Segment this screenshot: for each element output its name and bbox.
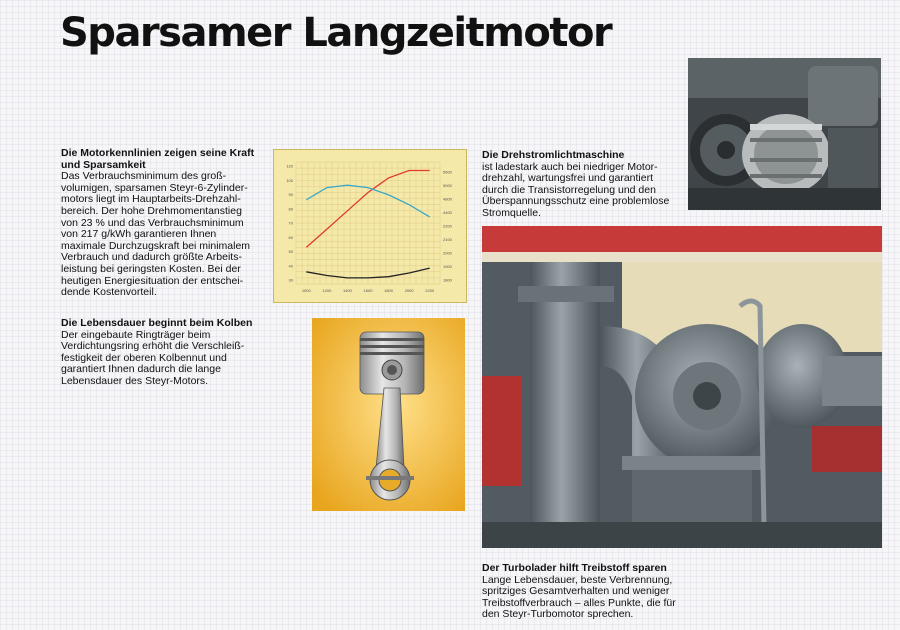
alternator-photo <box>688 58 881 210</box>
lebensdauer-section <box>61 318 271 388</box>
chart-x-tick: 1000 <box>301 288 311 293</box>
chart-y-left-tick: 50 <box>288 249 293 254</box>
chart-y-right-tick: 1900 <box>443 264 452 269</box>
engine-curve-chart <box>274 150 466 302</box>
chart-y-left-tick: 80 <box>288 206 293 212</box>
chart-y-left-tick: 120 <box>286 163 293 169</box>
chart-y-left-tick: 60 <box>288 234 293 240</box>
chart-y-right-tick: 4400 <box>443 210 452 215</box>
turbolader-body: Lange Lebensdauer, beste Verbrennung, spritziges Gesamtverhalten und weniger Treibstoffverbrauch – alles Punkte, die für den Steyr-Turbomotor sprechen. <box>482 573 676 621</box>
chart-y-left-tick: 70 <box>288 220 293 226</box>
chart-y-right-tick: 5600 <box>443 169 452 175</box>
chart-y-left-tick: 90 <box>288 192 293 197</box>
turbolader-section <box>482 563 712 621</box>
chart-y-right-tick: 4800 <box>443 196 452 202</box>
chart-y-left-tick: 30 <box>288 277 293 283</box>
engine-chart-panel <box>273 149 467 303</box>
drehstrom-heading: Die Drehstromlichtmaschine <box>482 149 625 161</box>
chart-x-tick: 1800 <box>384 288 394 293</box>
chart-y-right-tick: 5000 <box>443 183 452 188</box>
chart-y-right-tick: 2100 <box>443 237 452 242</box>
lebensdauer-heading: Die Lebensdauer beginnt beim Kolben <box>61 317 253 329</box>
motorkennlinien-section <box>61 148 261 299</box>
chart-y-right-tick: 1800 <box>443 277 452 283</box>
chart-x-tick: 1400 <box>342 288 352 293</box>
chart-y-right-tick: 2200 <box>443 223 452 229</box>
drehstrom-body: ist ladestark auch bei niedriger Motor- drehzahl, wartungsfrei und garantiert durch die Transistorregelung und den Überspannungsschutz eine problemlose Stromquelle. <box>482 160 670 219</box>
page-title: Sparsamer Langzeitmotor <box>60 10 612 56</box>
chart-y-left-tick: 100 <box>286 177 293 183</box>
lebensdauer-body: Der eingebaute Ringträger beim Verdichtungsring erhöht die Verschleiß- festigkeit der oberen Kolbennut und garantiert Ihnen dadurch die lange Lebensdauer des Steyr-Motors. <box>61 328 245 387</box>
chart-x-tick: 2200 <box>425 288 435 293</box>
chart-x-tick: 1200 <box>322 288 332 293</box>
chart-y-right-tick: 2000 <box>443 250 452 256</box>
chart-y-left-tick: 40 <box>288 263 293 269</box>
turbocharger-photo <box>482 226 882 548</box>
chart-x-tick: 1600 <box>363 288 373 293</box>
motorkennlinien-body: Das Verbrauchsminimum des groß- volumigen, sparsamen Steyr-6-Zylinder- motors liegt im Hauptarbeits-Drehzahl- bereich. Der hohe Drehmomentanstieg von 23 % und das Verbrauchsminimum von 217 g/kWh garantieren Ihnen maximale Durchzugskraft bei minimalem Verbrauch und dadurch größte Arbeits- leistung bei geringsten Kosten. Bei der heutigen Energiesituation der entschei- dende Kostenvorteil. <box>61 170 251 299</box>
piston-photo <box>312 318 465 511</box>
motorkennlinien-heading: Die Motorkennlinien zeigen seine Kraft und Sparsamkeit <box>61 147 255 171</box>
chart-x-tick: 2000 <box>404 288 414 293</box>
turbolader-heading: Der Turbolader hilft Treibstoff sparen <box>482 562 667 574</box>
drehstrom-section <box>482 150 682 220</box>
